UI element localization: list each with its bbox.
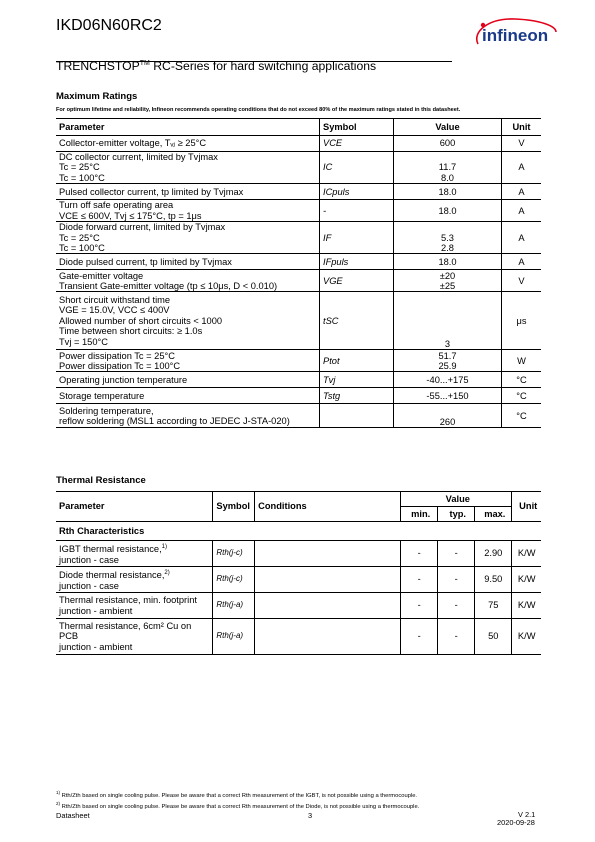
thermal-title: Thermal Resistance — [56, 475, 146, 486]
rating-unit: °C — [502, 388, 542, 404]
rating-value-line: ±20 — [439, 270, 456, 281]
th-min: min. — [401, 507, 438, 522]
rating-row — [56, 388, 541, 404]
max-ratings-body — [56, 136, 541, 428]
rating-parameter-line: Transient Gate-emitter voltage (tp ≤ 10μs, D < 0.010) — [59, 280, 278, 291]
footnote-ref: 1) — [161, 544, 167, 551]
header-parameter: Parameter — [56, 119, 320, 136]
rating-value-line: 18.0 — [438, 256, 457, 267]
thermal-row — [56, 567, 541, 593]
rating-unit: μs — [502, 292, 542, 350]
rating-row — [56, 200, 541, 222]
thermal-min: - — [401, 541, 438, 567]
thermal-typ: - — [438, 593, 475, 619]
max-ratings-header-row — [56, 119, 541, 136]
rating-value — [394, 136, 502, 152]
footnote-text: Rth/Zth based on single cooling pulse. Please be aware that a correct Rth measurement of the IGBT, is not possible using a thermocouple. — [60, 792, 418, 799]
rating-parameter-line: Power dissipation Tc = 25°C — [59, 350, 175, 361]
rating-parameter-line: VGE = 15.0V, VCC ≤ 400V — [59, 305, 170, 316]
thermal-parameter — [56, 541, 213, 567]
rating-parameter — [56, 222, 320, 254]
thermal-symbol: Rth(j-a) — [213, 593, 255, 619]
rating-parameter-line: Tc = 25°C — [59, 162, 100, 173]
thermal-parameter-line: Thermal resistance, min. footprint — [59, 595, 197, 606]
rating-symbol: Tstg — [320, 388, 394, 404]
header-unit: Unit — [502, 119, 542, 136]
rating-parameter-line: Storage temperature — [59, 390, 145, 401]
rating-unit: V — [502, 270, 542, 292]
thermal-min: - — [401, 567, 438, 593]
thermal-row — [56, 619, 541, 655]
rating-parameter — [56, 200, 320, 222]
rating-value — [394, 184, 502, 200]
th-conditions: Conditions — [255, 492, 401, 522]
footnote-text: Rth/Zth based on single cooling pulse. Please be aware that a correct Rth measurement of the Diode, is not possible using a thermocouple. — [60, 803, 420, 810]
footnote — [56, 800, 419, 811]
thermal-row — [56, 541, 541, 567]
thermal-unit: K/W — [512, 619, 541, 655]
rating-parameter-line: Tvj = 150°C — [59, 336, 108, 347]
rating-value — [394, 222, 502, 254]
rating-parameter-line: Tc = 100°C — [59, 243, 105, 254]
thermal-parameter-line: IGBT thermal resistance, — [59, 544, 162, 555]
rating-value-line: 51.7 — [438, 350, 457, 361]
rating-parameter-line: Soldering temperature, — [59, 405, 154, 416]
rating-parameter-line: Diode pulsed current, tp limited by Tvjmax — [59, 256, 232, 267]
footer-version: V 2.1 — [518, 810, 536, 819]
max-ratings-note: For optimum lifetime and reliability, Infineon recommends operating conditions that do not exceed 80% of the maximum ratings stated in this datasheet. — [56, 107, 461, 113]
rating-row — [56, 136, 541, 152]
th-max: max. — [475, 507, 512, 522]
rating-parameter — [56, 350, 320, 372]
rating-unit: A — [502, 152, 542, 184]
thermal-symbol: Rth(j-c) — [213, 541, 255, 567]
rating-value-line: 5.3 — [441, 232, 454, 243]
max-ratings-table — [56, 118, 541, 428]
thermal-typ: - — [438, 567, 475, 593]
thermal-max: 50 — [475, 619, 512, 655]
rating-value — [394, 292, 502, 350]
rating-symbol: ICpuls — [320, 184, 394, 200]
thermal-parameter-line: junction - case — [59, 554, 119, 565]
rating-parameter — [56, 136, 320, 152]
rating-value — [394, 270, 502, 292]
footer-page-number: 3 — [308, 811, 313, 820]
thermal-min: - — [401, 619, 438, 655]
thermal-conditions — [255, 541, 401, 567]
rating-symbol: - — [320, 200, 394, 222]
rating-parameter-line: Tc = 25°C — [59, 232, 100, 243]
rating-value-line: 25.9 — [438, 360, 457, 371]
thermal-unit: K/W — [512, 593, 541, 619]
rating-unit: W — [502, 350, 542, 372]
logo-text: infineon — [482, 26, 549, 45]
rating-symbol: Ptot — [320, 350, 394, 372]
thermal-unit: K/W — [512, 567, 541, 593]
rating-parameter-line: Power dissipation Tc = 100°C — [59, 360, 181, 371]
thermal-max: 9.50 — [475, 567, 512, 593]
rating-value-line: 18.0 — [438, 186, 457, 197]
thermal-conditions — [255, 619, 401, 655]
header-symbol: Symbol — [320, 119, 394, 136]
series-main: TRENCHSTOP — [56, 59, 140, 73]
rating-parameter — [56, 372, 320, 388]
rating-value-line: 18.0 — [438, 205, 457, 216]
rating-value — [394, 350, 502, 372]
th-parameter: Parameter — [56, 492, 213, 522]
rating-row — [56, 404, 541, 428]
footnote — [56, 789, 419, 800]
rating-value — [394, 200, 502, 222]
thermal-max: 2.90 — [475, 541, 512, 567]
rating-unit: A — [502, 222, 542, 254]
rating-symbol — [320, 404, 394, 428]
rating-value-line: 8.0 — [441, 172, 454, 183]
rating-value — [394, 404, 502, 428]
thermal-typ: - — [438, 541, 475, 567]
th-unit: Unit — [512, 492, 541, 522]
rating-value-line: 3 — [444, 339, 451, 350]
rating-value-line: 600 — [439, 138, 456, 149]
rating-parameter — [56, 254, 320, 270]
thermal-unit: K/W — [512, 541, 541, 567]
rating-value-line: -40...+175 — [426, 374, 469, 385]
thermal-group-label: Rth Characteristics — [56, 522, 541, 541]
rating-row — [56, 372, 541, 388]
rating-parameter-line: Allowed number of short circuits < 1000 — [59, 315, 223, 326]
rating-parameter-line: Operating junction temperature — [59, 374, 188, 385]
rating-unit: °C — [502, 372, 542, 388]
rating-symbol: IF — [320, 222, 394, 254]
rating-value-line: 260 — [439, 417, 456, 428]
rating-symbol: Tvj — [320, 372, 394, 388]
rating-parameter — [56, 388, 320, 404]
series-title — [56, 59, 376, 73]
thermal-parameter-line: junction - ambient — [59, 605, 133, 616]
rating-row — [56, 222, 541, 254]
rating-symbol: tSC — [320, 292, 394, 350]
rating-row — [56, 292, 541, 350]
part-number: IKD06N60RC2 — [56, 17, 162, 34]
rating-row — [56, 270, 541, 292]
rating-unit: A — [502, 184, 542, 200]
rating-parameter-line: VCE ≤ 600V, Tvj ≤ 175°C, tp = 1μs — [59, 210, 202, 221]
footnote-mark: 1) — [56, 790, 61, 795]
footnote-ref: 2) — [164, 570, 170, 577]
rating-parameter-line: Time between short circuits: ≥ 1.0s — [59, 326, 203, 337]
rating-row — [56, 184, 541, 200]
rating-unit: V — [502, 136, 542, 152]
th-typ: typ. — [438, 507, 475, 522]
rating-unit: A — [502, 200, 542, 222]
thermal-parameter-line: junction - case — [59, 580, 119, 591]
thermal-parameter — [56, 619, 213, 655]
rating-parameter — [56, 292, 320, 350]
rating-symbol: VCE — [320, 136, 394, 152]
footer-doctype: Datasheet — [56, 811, 90, 820]
footnote-mark: 2) — [56, 800, 61, 806]
rating-value — [394, 388, 502, 404]
infineon-logo — [470, 14, 560, 54]
header-value: Value — [394, 119, 502, 136]
rating-symbol: VGE — [320, 270, 394, 292]
rating-symbol: IC — [320, 152, 394, 184]
thermal-parameter-line: PCB — [59, 631, 79, 642]
thermal-symbol: Rth(j-a) — [213, 619, 255, 655]
rating-row — [56, 152, 541, 184]
rating-parameter-line: Pulsed collector current, tp limited by Tvjmax — [59, 186, 244, 197]
rating-parameter-line: Tc = 100°C — [59, 172, 105, 183]
footer-date: 2020-09-28 — [497, 818, 535, 827]
rating-value-line: 11.7 — [438, 162, 457, 173]
rating-parameter-line: Collector-emitter voltage, Tᵥⱼ ≥ 25°C — [59, 138, 207, 149]
rating-value-line: -55...+150 — [426, 390, 469, 401]
thermal-table — [56, 491, 541, 655]
rating-parameter-line: Short circuit withstand time — [59, 294, 171, 305]
thermal-conditions — [255, 567, 401, 593]
rating-unit: A — [502, 254, 542, 270]
thermal-parameter-line: junction - ambient — [59, 641, 133, 652]
thermal-parameter-line: Thermal resistance, 6cm² Cu on — [59, 620, 192, 631]
series-tm: TM — [139, 59, 150, 67]
rating-parameter-line: Diode forward current, limited by Tvjmax — [59, 222, 226, 233]
rating-value-line: ±25 — [439, 280, 456, 291]
footnotes — [56, 789, 419, 811]
thermal-row — [56, 593, 541, 619]
rating-parameter-line: Turn off safe operating area — [59, 200, 174, 211]
rating-value-line: 2.8 — [441, 243, 454, 254]
rating-value — [394, 254, 502, 270]
max-ratings-title: Maximum Ratings — [56, 91, 138, 102]
rating-parameter — [56, 152, 320, 184]
rating-parameter-line: Gate-emitter voltage — [59, 270, 144, 281]
thermal-max: 75 — [475, 593, 512, 619]
thermal-min: - — [401, 593, 438, 619]
rating-parameter-line: reflow soldering (MSL1 according to JEDEC J-STA-020) — [59, 415, 290, 426]
thermal-conditions — [255, 593, 401, 619]
series-rest: RC-Series for hard switching applications — [149, 59, 377, 73]
rating-parameter-line: DC collector current, limited by Tvjmax — [59, 152, 218, 162]
rating-row — [56, 350, 541, 372]
rating-row — [56, 254, 541, 270]
rating-value — [394, 372, 502, 388]
rating-parameter — [56, 270, 320, 292]
thermal-typ: - — [438, 619, 475, 655]
thermal-parameter-line: Diode thermal resistance, — [59, 570, 165, 581]
rating-unit: °C — [502, 404, 542, 428]
th-symbol: Symbol — [213, 492, 255, 522]
thermal-symbol: Rth(j-c) — [213, 567, 255, 593]
rating-parameter — [56, 404, 320, 428]
rating-value — [394, 152, 502, 184]
rating-symbol: IFpuls — [320, 254, 394, 270]
th-value: Value — [401, 492, 512, 507]
thermal-body — [56, 522, 541, 655]
thermal-parameter — [56, 593, 213, 619]
rating-parameter — [56, 184, 320, 200]
thermal-parameter — [56, 567, 213, 593]
